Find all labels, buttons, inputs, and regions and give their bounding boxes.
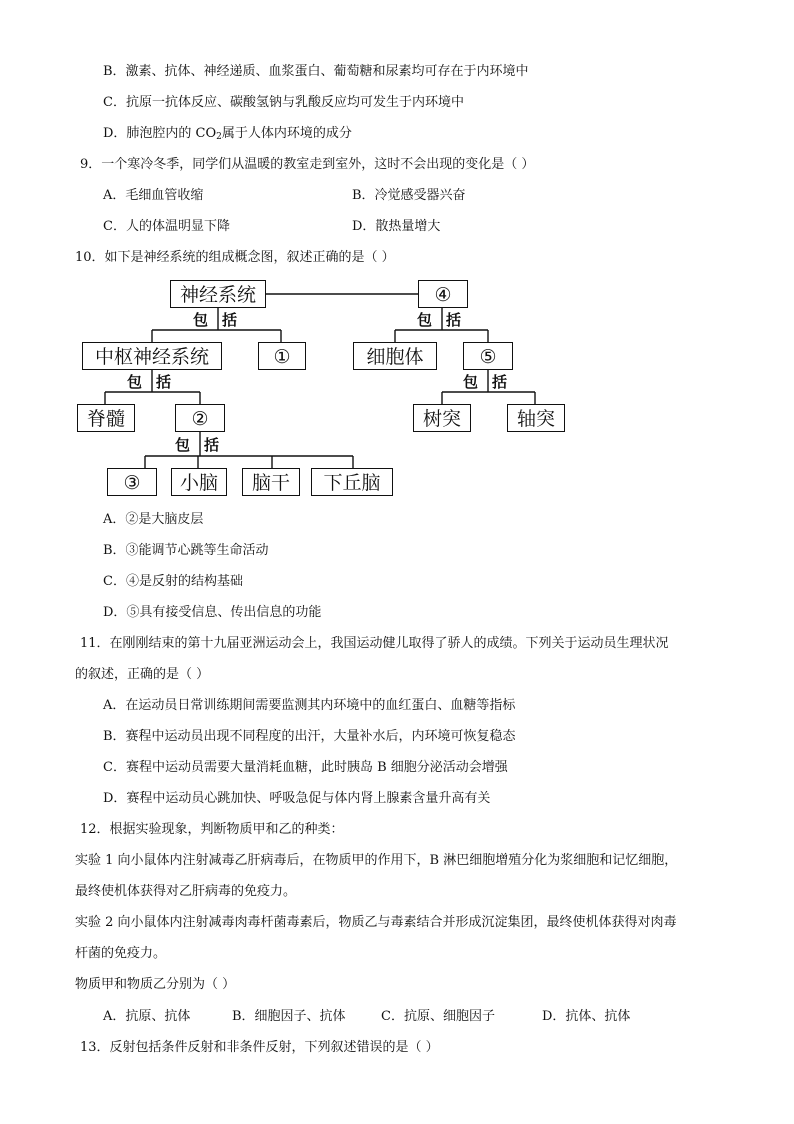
box-central-nervous-system: 中枢神经系统 — [82, 342, 222, 370]
q12-option-d: D．抗体、抗体 — [542, 1009, 631, 1024]
include-label-1: 包 括 — [193, 311, 238, 329]
q10-option-d: D．⑤具有接受信息、传出信息的功能 — [103, 605, 322, 620]
box-cerebellum: 小脑 — [171, 468, 227, 496]
include-label-5: 包 括 — [175, 436, 220, 454]
q8-option-c: C．抗原一抗体反应、碳酸氢钠与乳酸反应均可发生于内环境中 — [103, 95, 464, 110]
q10-option-a: A．②是大脑皮层 — [103, 512, 204, 527]
q11-option-d: D．赛程中运动员心跳加快、呼吸急促与体内肾上腺素含量升高有关 — [103, 791, 491, 806]
box-axon: 轴突 — [507, 404, 565, 432]
q12-option-c: C．抗原、细胞因子 — [381, 1009, 495, 1024]
q12-exp2-line2: 杆菌的免疫力。 — [75, 946, 167, 961]
box-dendrite: 树突 — [413, 404, 471, 432]
q12-exp1-line1: 实验 1 向小鼠体内注射减毒乙肝病毒后，在物质甲的作用下，B 淋巴细胞增殖分化为浆细胞和记忆细胞， — [75, 853, 678, 868]
concept-map-connectors — [0, 0, 794, 520]
box-4: ④ — [418, 280, 468, 308]
q9-option-a: A．毛细血管收缩 — [103, 188, 204, 203]
q9-option-c: C．人的体温明显下降 — [103, 219, 230, 234]
q12-option-a: A．抗原、抗体 — [103, 1009, 191, 1024]
q9-stem: 9．一个寒冷冬季，同学们从温暖的教室走到室外，这时不会出现的变化是（ ） — [80, 157, 535, 172]
q10-stem: 10．如下是神经系统的组成概念图，叙述正确的是（ ） — [75, 250, 395, 265]
q8-option-d-sub: 2 — [216, 132, 222, 142]
box-3: ③ — [107, 468, 157, 496]
q9-option-b: B．冷觉感受器兴奋 — [352, 188, 466, 203]
box-2: ② — [175, 404, 225, 432]
box-cell-body: 细胞体 — [353, 342, 437, 370]
box-brainstem: 脑干 — [242, 468, 300, 496]
box-5: ⑤ — [463, 342, 513, 370]
q11-option-c: C．赛程中运动员需要大量消耗血糖，此时胰岛 B 细胞分泌活动会增强 — [103, 760, 508, 775]
q11-option-b: B．赛程中运动员出现不同程度的出汗，大量补水后，内环境可恢复稳态 — [103, 729, 516, 744]
box-nervous-system: 神经系统 — [170, 280, 266, 308]
q13-stem: 13．反射包括条件反射和非条件反射，下列叙述错误的是（ ） — [80, 1040, 439, 1055]
box-1: ① — [258, 342, 306, 370]
box-spinal-cord: 脊髓 — [77, 404, 135, 432]
include-label-4: 包 括 — [463, 373, 508, 391]
q10-option-c: C．④是反射的结构基础 — [103, 574, 243, 589]
q11-stem-line1: 11．在刚刚结束的第十九届亚洲运动会上，我国运动健儿取得了骄人的成绩。下列关于运动员生理状况 — [80, 636, 669, 651]
q12-exp2-line1: 实验 2 向小鼠体内注射减毒肉毒杆菌毒素后，物质乙与毒素结合并形成沉淀集团，最终使机体获得对肉毒 — [75, 915, 677, 930]
q12-option-b: B．细胞因子、抗体 — [232, 1009, 346, 1024]
q10-option-b: B．③能调节心跳等生命活动 — [103, 543, 269, 558]
q12-exp1-line2: 最终使机体获得对乙肝病毒的免疫力。 — [75, 884, 297, 899]
q11-option-a: A．在运动员日常训练期间需要监测其内环境中的血红蛋白、血糖等指标 — [103, 698, 516, 713]
q12-ask: 物质甲和物质乙分别为（ ） — [75, 977, 236, 992]
q11-stem-line2: 的叙述，正确的是（ ） — [75, 667, 210, 682]
q8-option-d-pre: D．肺泡腔内的 CO — [103, 126, 217, 141]
include-label-3: 包 括 — [127, 373, 172, 391]
q9-option-d: D．散热量增大 — [352, 219, 441, 234]
box-hypothalamus: 下丘脑 — [311, 468, 393, 496]
q8-option-b: B．激素、抗体、神经递质、血浆蛋白、葡萄糖和尿素均可存在于内环境中 — [103, 64, 529, 79]
include-label-2: 包 括 — [417, 311, 462, 329]
q12-stem: 12．根据实验现象，判断物质甲和乙的种类： — [80, 822, 344, 837]
q8-option-d-post: 属于人体内环境的成分 — [221, 126, 352, 141]
